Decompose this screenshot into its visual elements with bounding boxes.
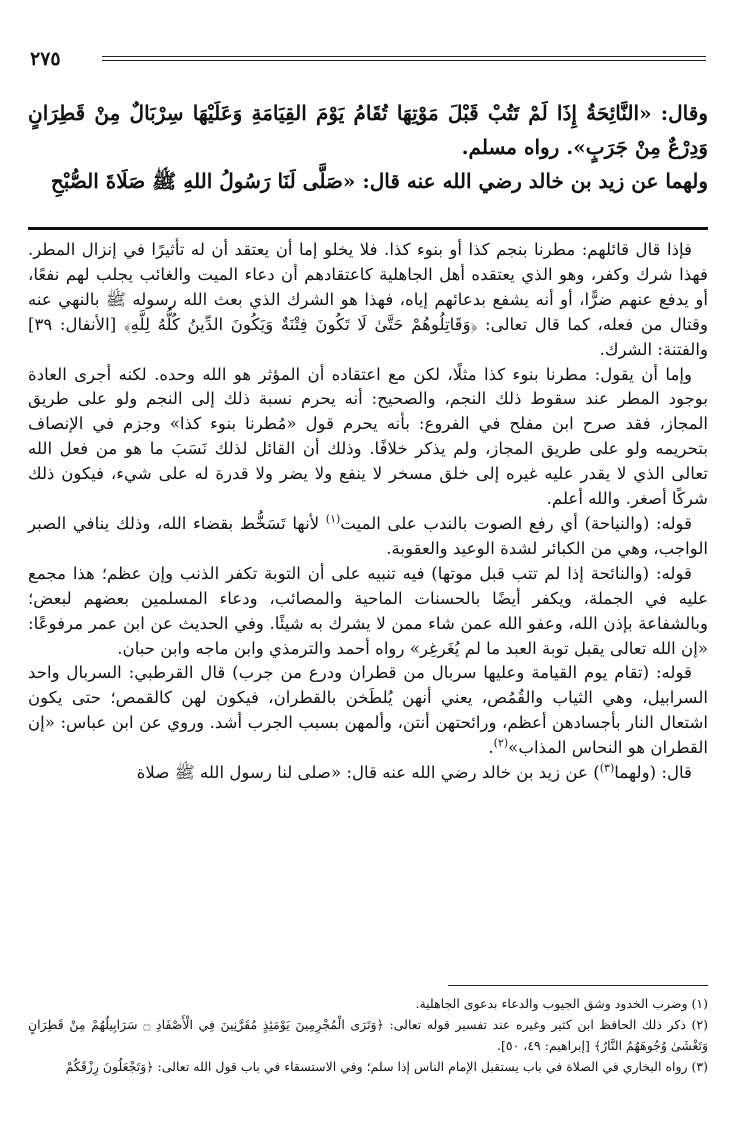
commentary-text-span: لأنها تَسَخُّط بقضاء الله، وذلك ينافي الصبر الواجب، وهي من الكبائر لشدة الوعيد والعقوبة. (28, 513, 708, 558)
section-divider (28, 227, 708, 230)
header-rule-double (102, 60, 706, 61)
footnote-ref-3[interactable]: (٣) (599, 761, 615, 775)
commentary-text-span: قال: (ولهما (614, 763, 692, 783)
footnotes (28, 993, 708, 1077)
commentary-text-span: ) عن زيد بن خالد رضي الله عنه قال: «صلى لنا رسول الله ﷺ صلاة (136, 763, 600, 783)
hadith-paragraph-2: ولهما عن زيد بن خالد رضي الله عنه قال: «صَلَّى لَنَا رَسُولُ اللهِ ﷺ صَلَاةَ الصُّبْحِ (50, 169, 708, 193)
commentary-paragraph-6 (28, 761, 708, 786)
commentary-text-span: قوله: (والنياحة) أي رفع الصوت بالندب على الميت (340, 513, 692, 533)
header-rule (102, 56, 706, 57)
hadith-paragraph-1: وقال: «النَّائِحَةُ إِذَا لَمْ تَتُبْ قَبْلَ مَوْتِهَا تُقَامُ يَوْمَ القِيَامَةِ وَعَلَيْهَا سِرْبَالٌ مِنْ قَطِرَانٍ وَدِرْعٌ مِنْ جَرَبٍ». رواه مسلم. (28, 101, 708, 159)
commentary-paragraph-2: وإما أن يقول: مطرنا بنوء كذا مثلًا، لكن مع اعتقاده أن المؤثر هو الله وحده. لكنه أجرى العادة بوجود المطر عند سقوط ذلك النجم، والصحيح: أنه يحرم نسبة ذلك إلى النجم ولو على طريق المجاز، فقد صرح ابن مفلح في الفروع: بأنه يحرم قول «مُطرنا بنوء كذا» وجزم في الإنصاف بتحريمه ولو على طريق المجاز، ولم يذكر خلافًا. وذلك أن القائل لذلك نَسَبَ ما هو من فعل الله تعالى الذي لا يقدر عليه غيره إلى خلق مسخر لا ينفع ولا يضر ولا قدرة له على شيء، فيكون ذلك شركًا أصغر. والله أعلم. (28, 364, 708, 509)
commentary-paragraph-4: قوله: (والنائحة إذا لم تتب قبل موتها) فيه تنبيه على أن التوبة تكفر الذنب وإن عظم؛ هذا مجمع عليه في الجملة، ويكفر أيضًا بالحسنات الماحية والمصائب، ودعاء المسلمين بعضهم لبعض؛ وبالشفاعة بإذن الله، وعفو الله عمن شاء ممن لا يشرك به شيئًا. وفي الحديث عن ابن عمر مرفوعًا: «إن الله تعالى يقبل توبة العبد ما لم يُغَرغِر» رواه أحمد والترمذي وابن ماجه وابن حبان. (28, 563, 708, 658)
commentary-text-span: قوله: (تقام يوم القيامة وعليها سربال من قطران ودرع من جرب) قال القرطبي: السربال واحد السرابيل، وهي الثياب والقُمُص، يعني أنهن يُلطَخن بالقطران، فيكون لهن كالقمص؛ حتى يكون اشتعال النار بأجسادهن أعظم، ورائحتهن أنتن، وألمهن بسبب الجرب أشد. وروي عن ابن عباس: «إن القطران هو النحاس المذاب» (28, 663, 708, 758)
commentary-text-span: . (488, 738, 494, 758)
commentary-text (28, 238, 708, 786)
hadith-text (28, 96, 708, 198)
footnote-ref-1[interactable]: (١) (325, 512, 341, 526)
footnote-ref-2[interactable]: (٢) (493, 736, 509, 750)
commentary-paragraph-1: فإذا قال قائلهم: مطرنا بنجم كذا أو بنوء كذا. فلا يخلو إما أن يعتقد أن له تأثيرًا في إنزال المطر. فهذا شرك وكفر، وهو الذي يعتقده أهل الجاهلية كاعتقادهم أن دعاء الميت والغائب يجلب لهم نفعًا، أو يدفع عنهم ضرًّا، أو أنه يشفع بدعائهم إياه، فهذا هو الشرك الذي بعث الله رسوله ﷺ بالنهي عنه وقتال من فعله، كما قال تعالى: ﴿وَقَاتِلُوهُمْ حَتَّىٰ لَا تَكُونَ فِتْنَةٌ وَيَكُونَ الدِّينُ كُلُّهُ لِلَّهِ﴾ [الأنفال: ٣٩] والفتنة: الشرك. (28, 240, 708, 359)
commentary-paragraph-3 (28, 512, 708, 562)
footnote-divider (448, 985, 708, 986)
footnote-2: (٢) ذكر ذلك الحافظ ابن كثير وغيره عند تفسير قوله تعالى: ﴿وَتَرَى الْمُجْرِمِينَ يَوْمَئِذٍ مُقَرَّنِينَ فِي الْأَصْفَادِ ۝ سَرَابِيلُهُمْ مِنْ قَطِرَانٍ وَتَغْشَىٰ وُجُوهَهُمُ النَّارُ﴾ [إبراهيم: ٤٩، ٥٠]. (28, 1017, 708, 1053)
footnote-1: (١) وضرب الخدود وشق الجيوب والدعاء بدعوى الجاهلية. (415, 996, 708, 1011)
footnote-3: (٣) رواه البخاري في الصلاة في باب يستقبل الإمام الناس إذا سلم؛ وفي الاستسقاء في باب قول الله تعالى: ﴿وَتَجْعَلُونَ رِزْقَكُمْ (65, 1059, 708, 1074)
commentary-paragraph-5 (28, 661, 708, 761)
page-header (30, 48, 706, 72)
page-number: ٢٧٥ (30, 48, 61, 70)
